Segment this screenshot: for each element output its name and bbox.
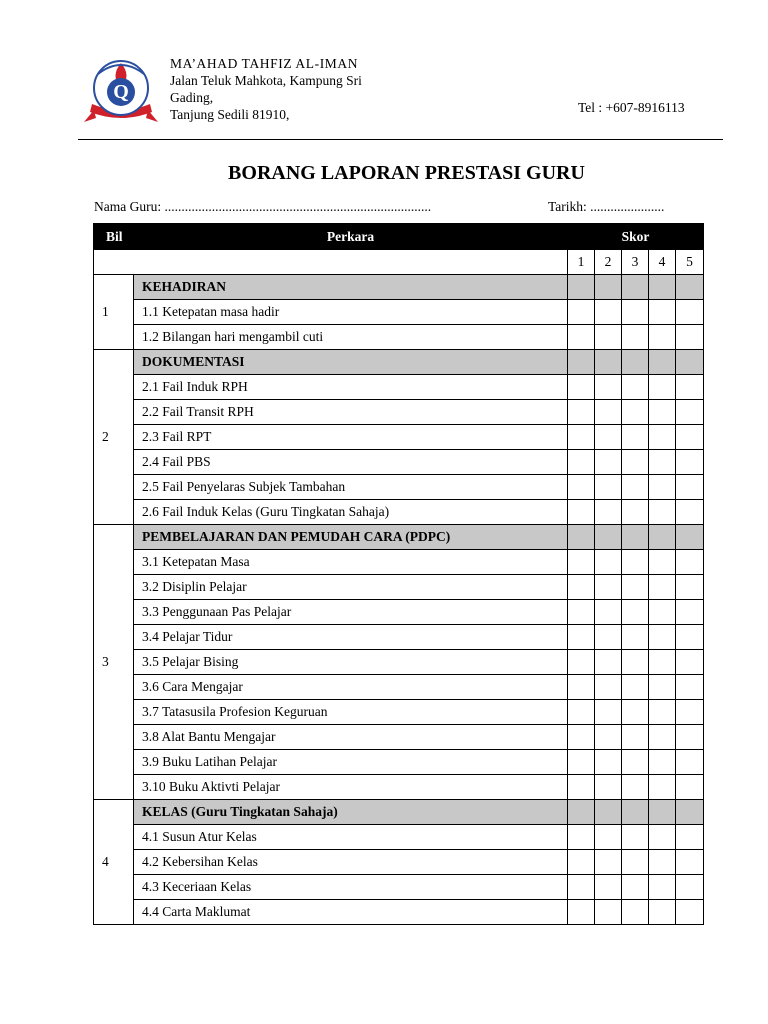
criterion-label: 2.3 Fail RPT [134,425,568,450]
page-title: BORANG LAPORAN PRESTASI GURU [228,162,585,184]
score-cell[interactable] [568,450,595,475]
criterion-label: 3.10 Buku Aktivti Pelajar [134,775,568,800]
table-row [94,700,704,725]
score-cell [649,350,676,375]
score-cell[interactable] [676,600,704,625]
score-cell [568,350,595,375]
section-title: KEHADIRAN [134,275,568,300]
table-row [94,675,704,700]
score-cell[interactable] [595,425,622,450]
table-row [94,625,704,650]
criterion-label: 4.2 Kebersihan Kelas [134,850,568,875]
section-row [94,525,704,550]
score-cell[interactable] [622,425,649,450]
score-cell[interactable] [568,875,595,900]
score-cell[interactable] [568,750,595,775]
score-cell[interactable] [595,375,622,400]
score-cell[interactable] [676,375,704,400]
section-title: DOKUMENTASI [134,350,568,375]
table-row [94,725,704,750]
section-row [94,800,704,825]
score-cell [568,525,595,550]
score-cell[interactable] [595,475,622,500]
score-cell[interactable] [568,600,595,625]
table-row [94,750,704,775]
criterion-label: 3.5 Pelajar Bising [134,650,568,675]
section-title: KELAS (Guru Tingkatan Sahaja) [134,800,568,825]
table-row [94,325,704,350]
score-cell[interactable] [622,550,649,575]
score-cell [568,800,595,825]
score-cell[interactable] [649,775,676,800]
score-cell[interactable] [649,600,676,625]
criterion-label: 3.7 Tatasusila Profesion Keguruan [134,700,568,725]
score-cell[interactable] [676,725,704,750]
performance-table [93,223,704,925]
table-row [94,475,704,500]
score-cell[interactable] [595,450,622,475]
address-line-3: Tanjung Sedili 81910, [170,107,290,122]
score-cell[interactable] [568,775,595,800]
criterion-label: 2.4 Fail PBS [134,450,568,475]
score-cell[interactable] [568,375,595,400]
score-cell[interactable] [676,900,704,925]
score-cell[interactable] [622,575,649,600]
score-cell[interactable] [568,700,595,725]
score-cell[interactable] [649,550,676,575]
score-cell[interactable] [622,775,649,800]
score-cell[interactable] [676,425,704,450]
criterion-label: 3.9 Buku Latihan Pelajar [134,750,568,775]
section-row [94,275,704,300]
score-cell[interactable] [595,550,622,575]
score-cell[interactable] [595,725,622,750]
org-name: MA’AHAD TAHFIZ AL-IMAN [170,56,359,71]
score-cell[interactable] [568,400,595,425]
score-cell[interactable] [649,675,676,700]
score-cell[interactable] [649,850,676,875]
score-cell[interactable] [622,325,649,350]
col-perkara-header: Perkara [134,224,568,250]
section-number: 1 [94,275,134,350]
criterion-label: 1.1 Ketepatan masa hadir [134,300,568,325]
score-cell[interactable] [622,300,649,325]
table-row [94,450,704,475]
section-number: 3 [94,525,134,800]
score-cell[interactable] [595,500,622,525]
section-row [94,350,704,375]
score-cell[interactable] [595,900,622,925]
table-row [94,825,704,850]
table-row [94,425,704,450]
address-line-1: Jalan Teluk Mahkota, Kampung Sri [170,73,362,88]
criterion-label: 2.5 Fail Penyelaras Subjek Tambahan [134,475,568,500]
score-cell[interactable] [622,475,649,500]
score-cell[interactable] [649,725,676,750]
score-cell[interactable] [622,650,649,675]
score-cell[interactable] [595,600,622,625]
org-address-block [170,55,362,123]
criterion-label: 3.2 Disiplin Pelajar [134,575,568,600]
section-number: 2 [94,350,134,525]
score-row-blank [94,250,568,275]
table-row [94,875,704,900]
score-cell[interactable] [568,625,595,650]
score-number: 2 [595,250,622,275]
score-cell[interactable] [676,650,704,675]
telephone: Tel : +607-8916113 [578,100,685,115]
table-row [94,375,704,400]
address-line-2: Gading, [170,90,214,105]
score-cell [568,275,595,300]
score-cell[interactable] [676,500,704,525]
score-cell[interactable] [649,425,676,450]
score-cell[interactable] [649,575,676,600]
col-bil-header: Bil [94,224,134,250]
score-cell[interactable] [649,650,676,675]
score-cell[interactable] [568,575,595,600]
score-cell[interactable] [649,700,676,725]
score-cell[interactable] [568,325,595,350]
score-cell[interactable] [649,400,676,425]
score-cell[interactable] [676,875,704,900]
score-cell[interactable] [622,900,649,925]
col-skor-header: Skor [568,224,704,250]
score-cell[interactable] [676,575,704,600]
score-cell[interactable] [676,675,704,700]
score-cell[interactable] [649,625,676,650]
criterion-label: 4.1 Susun Atur Kelas [134,825,568,850]
score-cell[interactable] [568,300,595,325]
score-cell [622,525,649,550]
score-cell[interactable] [649,375,676,400]
score-cell[interactable] [649,900,676,925]
table-header-row [94,224,704,250]
score-cell[interactable] [676,825,704,850]
score-cell[interactable] [622,400,649,425]
score-cell [676,350,704,375]
score-number: 1 [568,250,595,275]
table-row [94,575,704,600]
score-cell [595,800,622,825]
score-cell[interactable] [622,625,649,650]
criterion-label: 3.1 Ketepatan Masa [134,550,568,575]
score-cell[interactable] [649,825,676,850]
score-cell [649,800,676,825]
score-cell[interactable] [568,850,595,875]
score-cell[interactable] [568,500,595,525]
score-cell[interactable] [622,500,649,525]
table-row [94,500,704,525]
score-cell[interactable] [568,650,595,675]
criterion-label: 4.3 Keceriaan Kelas [134,875,568,900]
score-cell[interactable] [568,825,595,850]
score-cell[interactable] [622,600,649,625]
score-number-row [94,250,704,275]
score-cell [595,350,622,375]
header-divider [78,139,723,140]
criterion-label: 1.2 Bilangan hari mengambil cuti [134,325,568,350]
score-cell[interactable] [595,675,622,700]
score-cell[interactable] [622,825,649,850]
score-cell[interactable] [649,300,676,325]
score-cell[interactable] [676,300,704,325]
score-cell [676,275,704,300]
score-cell[interactable] [568,900,595,925]
score-cell[interactable] [676,625,704,650]
score-cell[interactable] [595,400,622,425]
score-cell[interactable] [622,375,649,400]
score-cell[interactable] [568,725,595,750]
score-cell[interactable] [568,425,595,450]
section-number: 4 [94,800,134,925]
table-row [94,400,704,425]
score-cell[interactable] [595,775,622,800]
school-crest-icon [80,52,162,130]
score-cell[interactable] [649,500,676,525]
score-cell[interactable] [595,625,622,650]
score-cell[interactable] [622,850,649,875]
score-cell[interactable] [595,825,622,850]
table-row [94,300,704,325]
score-cell[interactable] [595,650,622,675]
score-cell [676,525,704,550]
score-cell[interactable] [595,700,622,725]
score-cell[interactable] [622,750,649,775]
score-cell[interactable] [622,725,649,750]
score-cell[interactable] [676,550,704,575]
tarikh-field[interactable]: Tarikh: ...................... [548,199,665,214]
score-cell[interactable] [676,700,704,725]
criterion-label: 3.4 Pelajar Tidur [134,625,568,650]
section-title: PEMBELAJARAN DAN PEMUDAH CARA (PDPC) [134,525,568,550]
score-cell[interactable] [649,750,676,775]
score-cell[interactable] [676,750,704,775]
score-cell[interactable] [676,400,704,425]
score-cell[interactable] [676,475,704,500]
score-cell[interactable] [676,450,704,475]
score-cell[interactable] [568,675,595,700]
score-cell[interactable] [676,775,704,800]
score-number: 5 [676,250,704,275]
criterion-label: 3.8 Alat Bantu Mengajar [134,725,568,750]
criterion-label: 3.6 Cara Mengajar [134,675,568,700]
score-cell[interactable] [649,475,676,500]
score-cell[interactable] [595,300,622,325]
score-cell[interactable] [676,325,704,350]
criterion-label: 3.3 Penggunaan Pas Pelajar [134,600,568,625]
score-cell[interactable] [622,700,649,725]
score-cell[interactable] [595,850,622,875]
table-row [94,600,704,625]
criterion-label: 2.6 Fail Induk Kelas (Guru Tingkatan Sahaja) [134,500,568,525]
svg-text:Q: Q [113,81,129,103]
score-cell[interactable] [568,475,595,500]
score-cell[interactable] [595,325,622,350]
score-cell[interactable] [568,550,595,575]
nama-guru-field[interactable]: Nama Guru: ............................................................................... [94,199,432,214]
score-cell[interactable] [649,875,676,900]
score-cell[interactable] [595,875,622,900]
table-row [94,650,704,675]
score-cell[interactable] [649,325,676,350]
table-row [94,550,704,575]
table-row [94,900,704,925]
score-cell [622,350,649,375]
criterion-label: 2.2 Fail Transit RPH [134,400,568,425]
score-cell [622,275,649,300]
criterion-label: 2.1 Fail Induk RPH [134,375,568,400]
table-row [94,775,704,800]
score-cell [595,525,622,550]
score-cell [595,275,622,300]
score-cell [622,800,649,825]
score-cell[interactable] [622,875,649,900]
score-cell[interactable] [649,450,676,475]
score-cell [649,525,676,550]
score-cell[interactable] [676,850,704,875]
score-number: 3 [622,250,649,275]
criterion-label: 4.4 Carta Maklumat [134,900,568,925]
score-cell[interactable] [595,750,622,775]
score-cell[interactable] [595,575,622,600]
table-row [94,850,704,875]
score-cell[interactable] [622,675,649,700]
score-cell [676,800,704,825]
score-cell [649,275,676,300]
score-cell[interactable] [622,450,649,475]
score-number: 4 [649,250,676,275]
